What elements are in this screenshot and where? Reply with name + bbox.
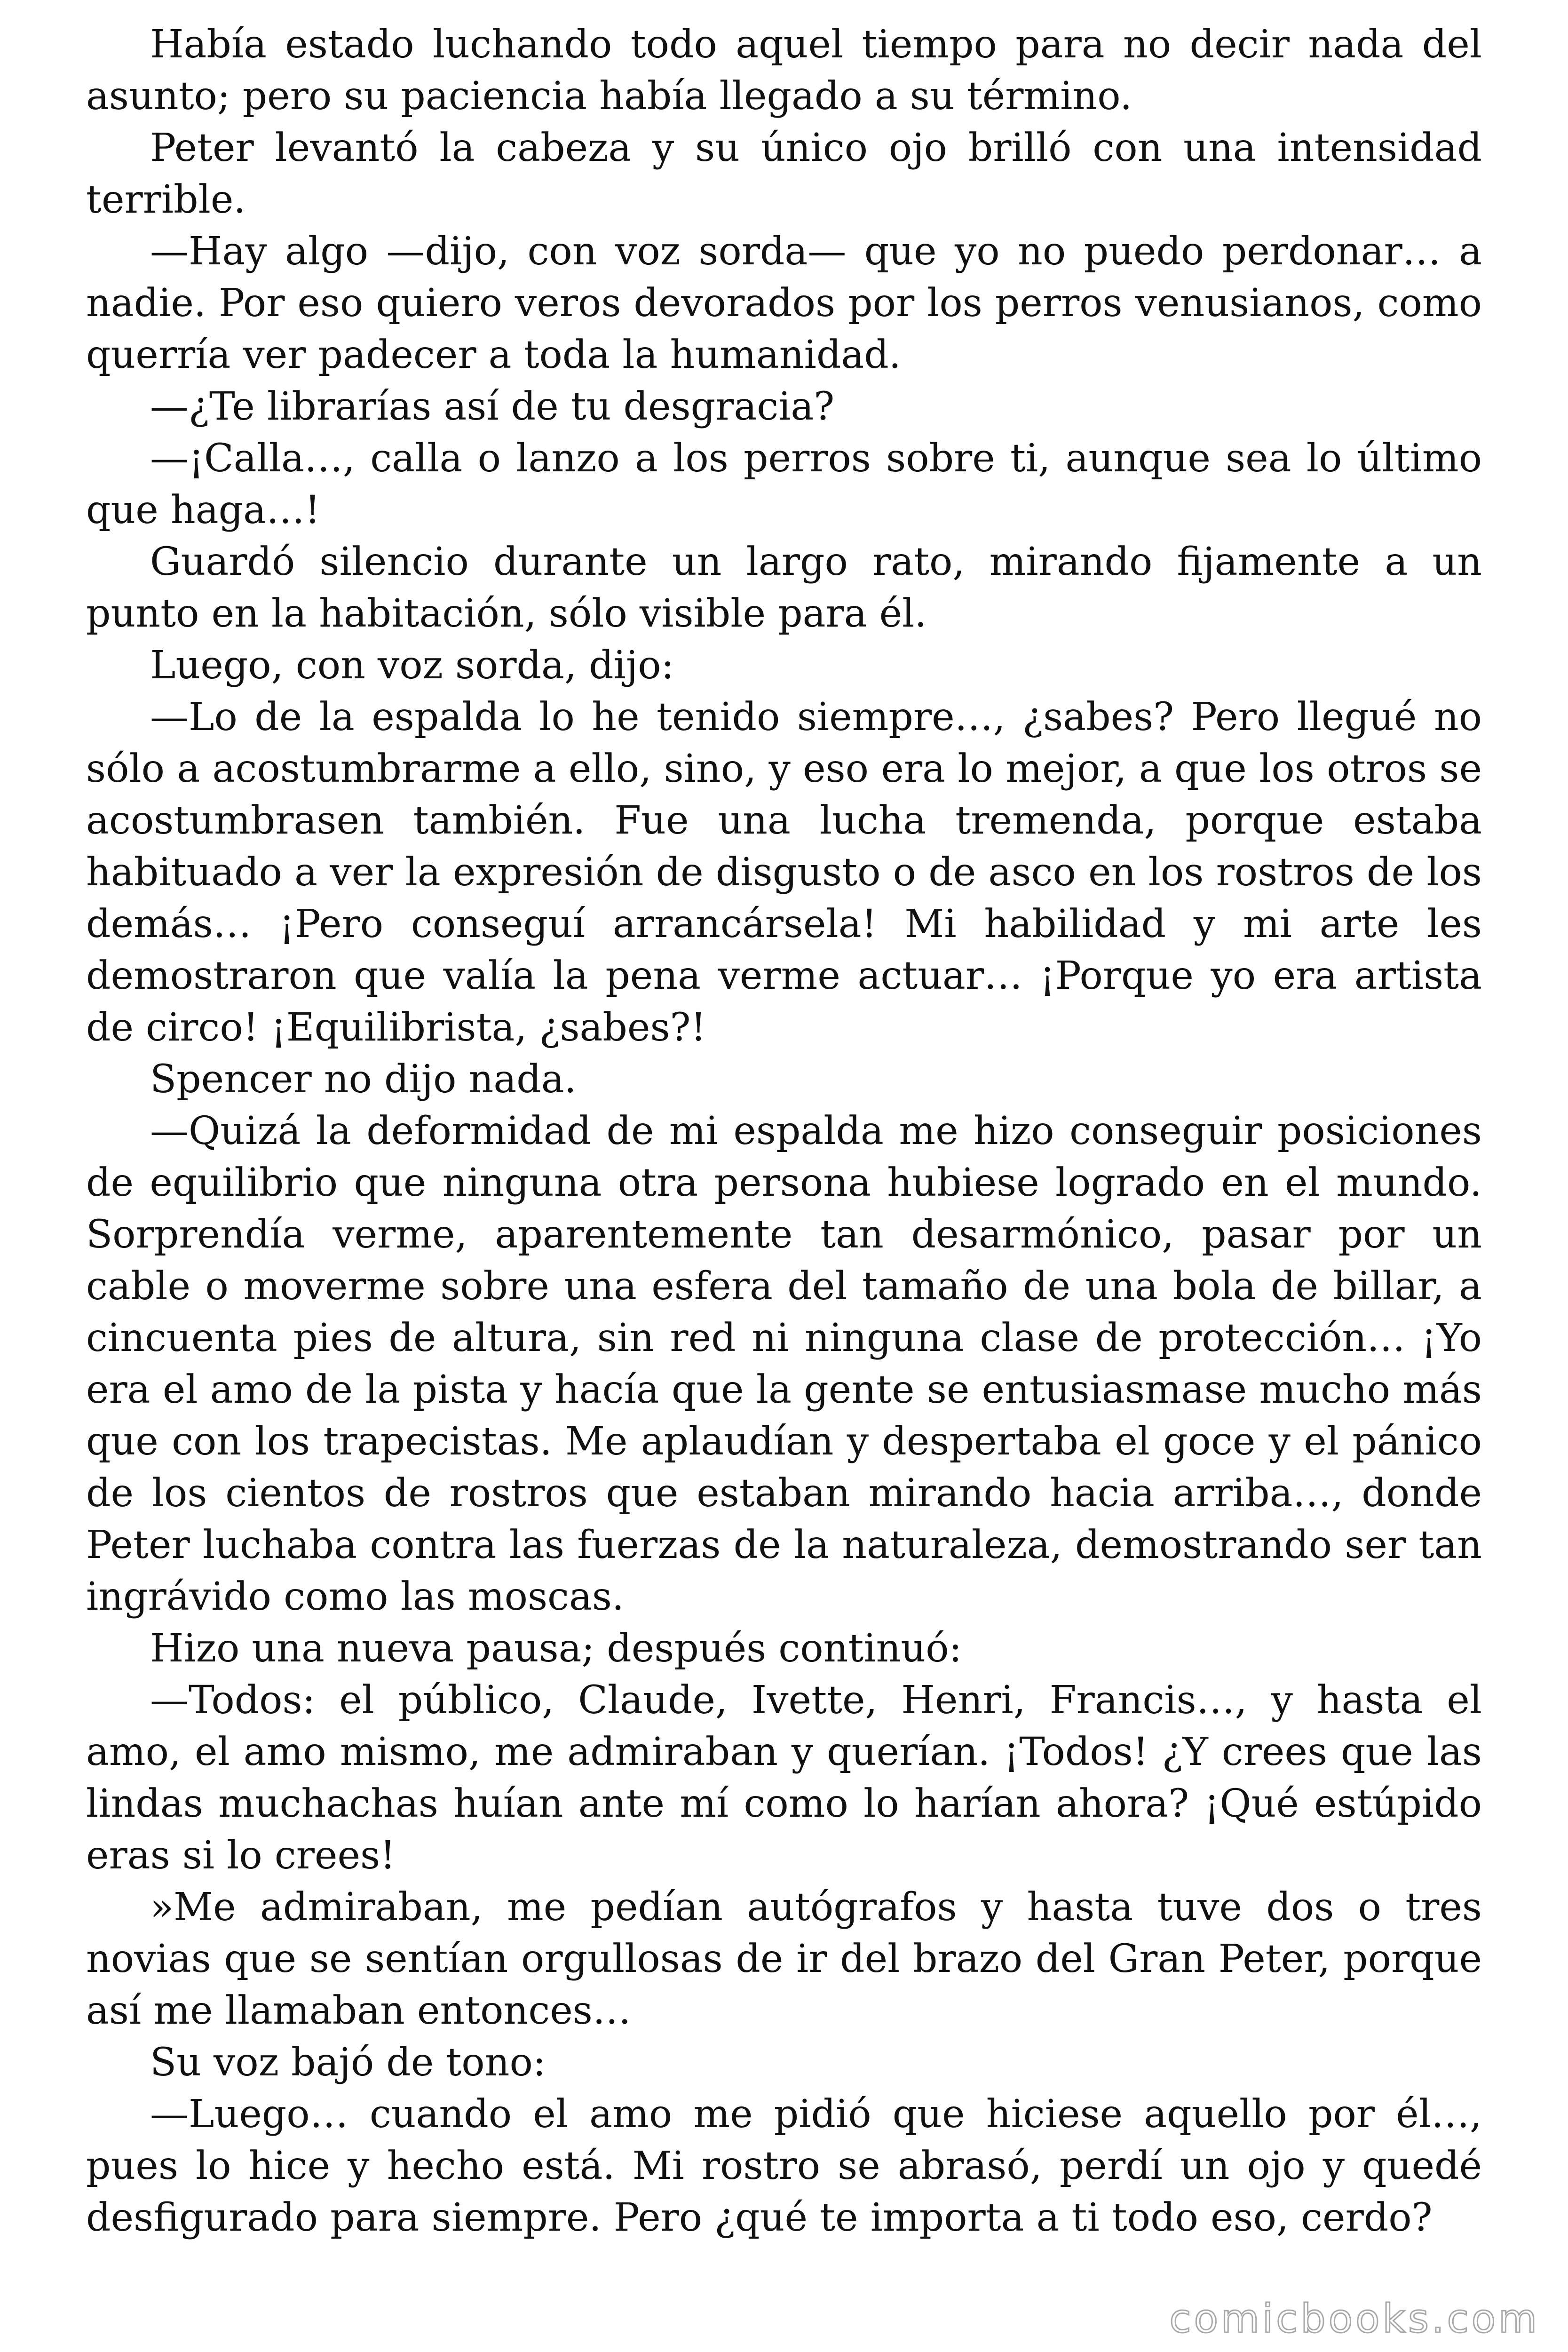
paragraph: —Luego… cuando el amo me pidió que hiciese aquello por él…, pues lo hice y hecho está. Mi rostro se abrasó, perdí un ojo y quedé desfigurado para siempre. Pero ¿qué te importa a ti todo eso, cerdo?	[86, 2092, 1482, 2240]
paragraph: Hizo una nueva pausa; después continuó:	[150, 1626, 962, 1671]
paragraph: Su voz bajó de tono:	[150, 2040, 546, 2085]
paragraph: Peter levantó la cabeza y su único ojo brilló con una intensidad terrible.	[86, 126, 1482, 222]
paragraph: Guardó silencio durante un largo rato, mirando fijamente a un punto en la habitación, sólo visible para él.	[86, 540, 1482, 636]
paragraph: —Lo de la espalda lo he tenido siempre…, ¿sabes? Pero llegué no sólo a acostumbrarme a ello, sino, y eso era lo mejor, a que los otros se acostumbrasen también. Fue una lucha tremenda, porque estaba habituado a ver la expresión de disgusto o de asco en los rostros de los demás… ¡Pero conseguí arrancársela! Mi habilidad y mi arte les demostraron que valía la pena verme actuar… ¡Porque yo era artista de circo! ¡Equilibrista, ¿sabes?!	[86, 695, 1482, 1050]
book-page-text	[86, 19, 1482, 2244]
paragraph: »Me admiraban, me pedían autógrafos y hasta tuve dos o tres novias que se sentían orgullosas de ir del brazo del Gran Peter, porque así me llamaban entonces…	[86, 1885, 1482, 2033]
paragraph: Luego, con voz sorda, dijo:	[150, 643, 674, 688]
paragraph: —¡Calla…, calla o lanzo a los perros sobre ti, aunque sea lo último que haga…!	[86, 436, 1482, 532]
paragraph: —Quizá la deformidad de mi espalda me hizo conseguir posiciones de equilibrio que ninguna otra persona hubiese logrado en el mundo. Sorprendía verme, aparentemente tan desarmónico, pasar por un cable o moverme sobre una esfera del tamaño de una bola de billar, a cincuenta pies de altura, sin red ni ninguna clase de protección… ¡Yo era el amo de la pista y hacía que la gente se entusiasmase mucho más que con los trapecistas. Me aplaudían y despertaba el goce y el pánico de los cientos de rostros que estaban mirando hacia arriba…, donde Peter luchaba contra las fuerzas de la naturaleza, demostrando ser tan ingrávido como las moscas.	[86, 1109, 1482, 1619]
paragraph: —Hay algo —dijo, con voz sorda— que yo no puedo perdonar… a nadie. Por eso quiero veros devorados por los perros venusianos, como querría ver padecer a toda la humanidad.	[86, 229, 1482, 377]
watermark-logo: comicbooks.com	[1169, 2296, 1540, 2342]
paragraph: Había estado luchando todo aquel tiempo para no decir nada del asunto; pero su paciencia había llegado a su término.	[86, 22, 1482, 119]
paragraph: —¿Te librarías así de tu desgracia?	[150, 384, 835, 429]
paragraph: —Todos: el público, Claude, Ivette, Henri, Francis…, y hasta el amo, el amo mismo, me admiraban y querían. ¡Todos! ¿Y crees que las lindas muchachas huían ante mí como lo harían ahora? ¡Qué estúpido eras si lo crees!	[86, 1678, 1482, 1878]
paragraph: Spencer no dijo nada.	[150, 1057, 577, 1102]
